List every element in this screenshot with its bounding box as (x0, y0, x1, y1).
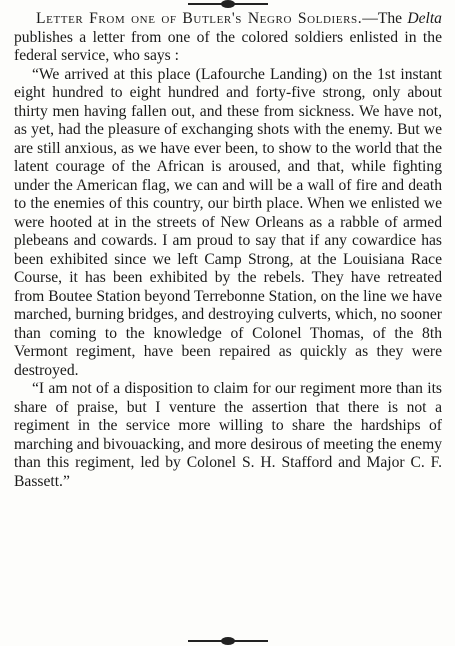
intro-dash: —The (362, 10, 408, 27)
bottom-ornamental-rule (188, 640, 268, 642)
article-intro-paragraph (14, 10, 442, 66)
rule-ornament (221, 0, 235, 8)
newspaper-name: Delta (407, 10, 442, 27)
article-body (14, 10, 442, 491)
article-headline: Letter From one of Butler's Negro Soldiers. (36, 10, 363, 27)
letter-paragraph-2: “I am not of a disposition to claim for our regiment more than its share of praise, but I venture the assertion that there is not a regiment in the service more willing to share the hardships of marching and bivouacking, and more desirous of meeting the enemy than this regiment, led by Colonel S. H. Stafford and Major C. F. Bassett.” (14, 380, 442, 490)
rule-ornament (221, 637, 235, 645)
intro-text: publishes a letter from one of the colored soldiers enlisted in the federal service, who says : (14, 28, 442, 64)
letter-paragraph-1: “We arrived at this place (Lafourche Landing) on the 1st instant eight hundred to eight hundred and forty-five strong, only about thirty men having fallen out, and these from sickness. We have not, as yet, had the pleasure of exchanging shots with the enemy. But we are still anxious, as we have ever been, to show to the world that the latent courage of the African is aroused, and that, while fighting under the American flag, we can and will be a wall of fire and death to the enemies of this country, our birth place. When we enlisted we were hooted at in the streets of New Orleans as a rabble of armed plebeans and cowards. I am proud to say that if any cowardice has been exhibited since we left Camp Strong, at the Louisiana Race Course, it has been exhibited by the rebels. They have retreated from Boutee Station beyond Terrebonne Station, on the line we have marched, burning bridges, and destroying culverts, which, no sooner than coming to the knowledge of Colonel Thomas, of the 8th Vermont regiment, have been repaired as quickly as they were destroyed. (14, 65, 442, 379)
top-ornamental-rule (188, 3, 268, 5)
